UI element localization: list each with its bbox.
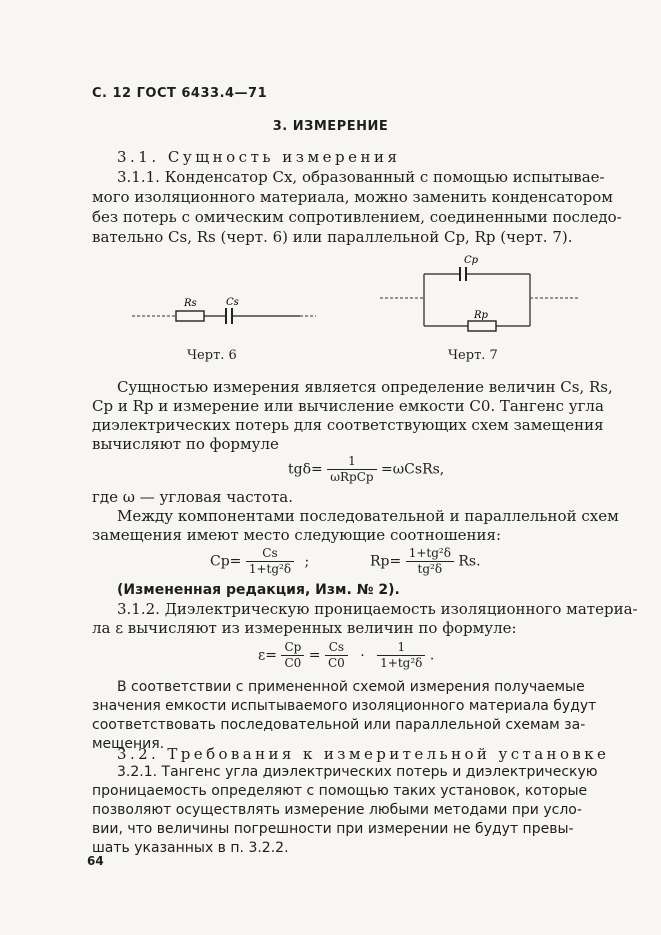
formula-tg-num: 1: [327, 454, 376, 470]
where-omega: где ω — угловая частота.: [92, 488, 293, 506]
figure-6-series-circuit: [130, 292, 320, 332]
formula-tg-delta: [288, 454, 444, 485]
section-title: 3. ИЗМЕРЕНИЕ: [272, 119, 389, 134]
relations-line-1: Между компонентами последовательной и параллельной схем: [117, 507, 619, 525]
figure-7-parallel-circuit: [378, 250, 588, 340]
formula-eps-frac-3: [377, 640, 425, 671]
accord-line-1: В соответствии с примененной схемой измерения получаемые: [117, 679, 585, 695]
formula-tg-fraction: [327, 454, 376, 485]
p311-line-3: без потерь с омическим сопротивлением, соединенными последо-: [92, 208, 622, 226]
accord-line-2: значения емкости испытываемого изоляционного материала будут: [92, 698, 597, 714]
formula-rp-lhs: Rp=: [370, 553, 402, 570]
accord-line-3: соответствовать последовательной или параллельной схемам за-: [92, 717, 586, 733]
formula-epsilon: [258, 640, 434, 671]
formula-cp-den: 1+tg²δ: [248, 562, 292, 576]
formula-cp-lhs: Cp=: [210, 553, 242, 570]
formula-cp: [210, 546, 309, 577]
fig7-c-label: Cp: [464, 255, 479, 266]
formula-rp-tail: Rs.: [458, 553, 481, 570]
formula-tg-rhs: =ωCsRs,: [381, 461, 445, 478]
formula-cp-num: Cs: [246, 546, 294, 562]
essence-line-2: Cp и Rp и измерение или вычисление емкости C0. Тангенс угла: [92, 397, 604, 415]
formula-eps-f1-den: C0: [284, 656, 302, 670]
essence-line-1: Сущностью измерения является определение величин Cs, Rs,: [117, 378, 613, 396]
page-header: С. 12 ГОСТ 6433.4—71: [92, 86, 268, 101]
essence-line-3: диэлектрических потерь для соответствующих схем замещения: [92, 416, 604, 434]
formula-rp-num: 1+tg²δ: [406, 546, 454, 562]
formula-eps-frac-1: [281, 640, 304, 671]
p321-line-2: проницаемость определяют с помощью таких установок, которые: [92, 783, 588, 799]
p321-line-3: позволяют осуществлять измерение любыми методами при усло-: [92, 802, 582, 818]
fig6-r-label: Rs: [184, 298, 197, 309]
p321-line-4: вии, что величины погрешности при измерении не будут превы-: [92, 821, 574, 837]
p321-line-1: 3.2.1. Тангенс угла диэлектрических потерь и диэлектрическую: [117, 764, 598, 780]
page-number: 64: [87, 854, 104, 868]
p311-line-4: вательно Cs, Rs (черт. 6) или параллельной Cp, Rp (черт. 7).: [92, 228, 573, 246]
fig6-c-label: Cs: [226, 297, 239, 308]
figure-7-caption: Черт. 7: [448, 348, 498, 363]
formula-eps-f3-num: 1: [377, 640, 425, 656]
formula-eps-dot: ·: [360, 647, 365, 664]
formula-eps-end: .: [429, 647, 435, 664]
formula-tg-lhs: tgδ=: [288, 461, 323, 478]
subsection-3-2-title: 3.2. Требования к измерительной установке: [117, 745, 610, 763]
p311-line-2: мого изоляционного материала, можно заменить конденсатором: [92, 188, 613, 206]
fig7-r-label: Rp: [474, 310, 488, 321]
essence-line-4: вычисляют по формуле: [92, 435, 279, 453]
p321-line-5: шать указанных в п. 3.2.2.: [92, 840, 289, 856]
figure-6-caption: Черт. 6: [187, 348, 237, 363]
subsection-3-1-title: 3.1. Сущность измерения: [117, 148, 401, 166]
formula-eps-f2-den: C0: [327, 656, 345, 670]
p312-line-2: ла ε вычисляют из измеренных величин по формуле:: [92, 619, 517, 637]
formula-eps-frac-2: [325, 640, 348, 671]
accord-line-4: мещения.: [92, 736, 165, 752]
formula-separator: ;: [304, 553, 310, 570]
p312-line-1: 3.1.2. Диэлектрическую проницаемость изоляционного материа-: [117, 600, 638, 618]
formula-cp-fraction: [246, 546, 294, 577]
formula-eps-f2-num: Cs: [325, 640, 348, 656]
formula-rp-den: tg²δ: [417, 562, 443, 576]
formula-rp: [370, 546, 481, 577]
amendment-note: (Измененная редакция, Изм. № 2).: [117, 582, 400, 598]
formula-tg-den: ωRpCp: [330, 470, 374, 484]
formula-eps-f1-num: Cp: [281, 640, 304, 656]
formula-eps-f3-den: 1+tg²δ: [380, 656, 423, 670]
relations-line-2: замещения имеют место следующие соотношения:: [92, 526, 502, 544]
p311-line-1: 3.1.1. Конденсатор Cx, образованный с помощью испытывае-: [117, 168, 605, 186]
formula-rp-fraction: [406, 546, 454, 577]
formula-eps-lhs: ε=: [258, 647, 277, 664]
formula-eps-eq: =: [308, 647, 321, 664]
